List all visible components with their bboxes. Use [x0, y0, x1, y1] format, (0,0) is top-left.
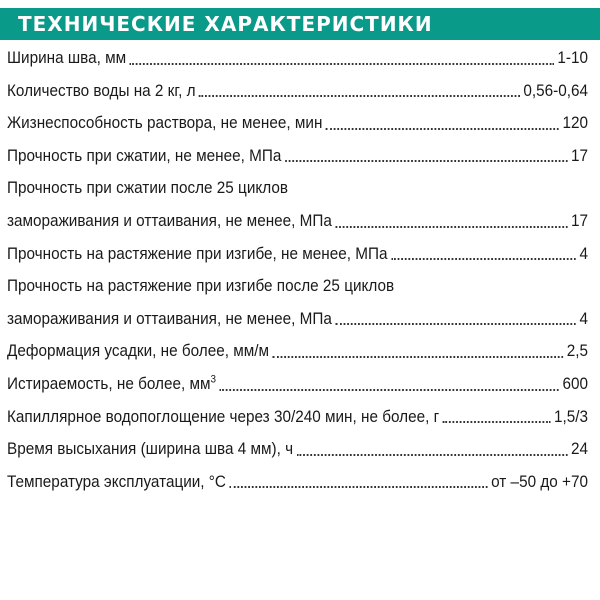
spec-list [0, 42, 600, 498]
spec-value: 0,56-0,64 [523, 80, 588, 100]
spec-label: Жизнеспособность раствора, не менее, мин [7, 113, 323, 133]
spec-value: 17 [570, 145, 588, 165]
spec-label: Прочность при сжатии, не менее, МПа [7, 145, 282, 165]
dotted-leader [130, 42, 554, 75]
spec-value: 2,5 [566, 341, 588, 361]
spec-label: замораживания и оттаивания, не менее, МПа [7, 308, 332, 328]
spec-row-compressive-strength-freeze-line2 [0, 205, 600, 238]
dotted-leader [443, 401, 551, 434]
dotted-leader [391, 238, 576, 271]
dotted-leader [297, 433, 568, 466]
spec-label: Ширина шва, мм [7, 48, 127, 67]
dotted-leader [336, 303, 576, 336]
spec-label: Деформация усадки, не более, мм/м [7, 341, 270, 361]
spec-row-water-absorption [0, 401, 600, 434]
unit-superscript: 3 [210, 373, 217, 386]
dotted-leader [285, 140, 567, 173]
dotted-leader [230, 466, 488, 499]
spec-row-shrinkage [0, 335, 600, 368]
spec-value: 17 [570, 210, 588, 230]
spec-row-compressive-strength [0, 140, 600, 173]
page-title: ТЕХНИЧЕСКИЕ ХАРАКТЕРИСТИКИ [18, 12, 433, 36]
spec-value: 24 [570, 439, 588, 459]
spec-label: Прочность при сжатии после 25 циклов [7, 178, 288, 198]
spec-row-flexural-strength [0, 238, 600, 271]
spec-row-seam-width [0, 42, 600, 75]
dotted-leader [199, 75, 520, 108]
dotted-leader [220, 368, 559, 401]
spec-row-flexural-strength-freeze-line1 [0, 270, 600, 303]
dotted-leader [326, 107, 559, 140]
spec-row-flexural-strength-freeze-line2 [0, 303, 600, 336]
spec-label: Капиллярное водопоглощение через 30/240 мин, не более, г [7, 406, 440, 426]
spec-label [7, 368, 216, 401]
spec-value: 120 [562, 113, 588, 133]
spec-label: замораживания и оттаивания, не менее, МПа [7, 210, 332, 230]
spec-label: Время высыхания (ширина шва 4 мм), ч [7, 439, 294, 459]
spec-label-text: Истираемость, не более, мм [7, 373, 211, 393]
spec-row-compressive-strength-freeze-line1 [0, 172, 600, 205]
spec-row-pot-life [0, 107, 600, 140]
spec-row-drying-time [0, 433, 600, 466]
spec-row-water-amount [0, 75, 600, 108]
dotted-leader [273, 335, 563, 368]
spec-label: Прочность на растяжение при изгибе, не менее, МПа [7, 243, 388, 263]
spec-value: 1,5/3 [553, 406, 588, 426]
spec-row-operating-temperature [0, 466, 600, 499]
spec-value: 1-10 [557, 48, 588, 67]
header-bar [0, 8, 600, 40]
dotted-leader [336, 205, 568, 238]
spec-value: 600 [562, 373, 588, 393]
spec-label: Количество воды на 2 кг, л [7, 80, 196, 100]
spec-label: Температура эксплуатации, °С [7, 471, 226, 491]
spec-value: 4 [579, 308, 588, 328]
spec-row-abrasion [0, 368, 600, 401]
spec-value: 4 [579, 243, 588, 263]
spec-label: Прочность на растяжение при изгибе после 25 циклов [7, 276, 395, 296]
spec-value: от –50 до +70 [491, 471, 588, 491]
